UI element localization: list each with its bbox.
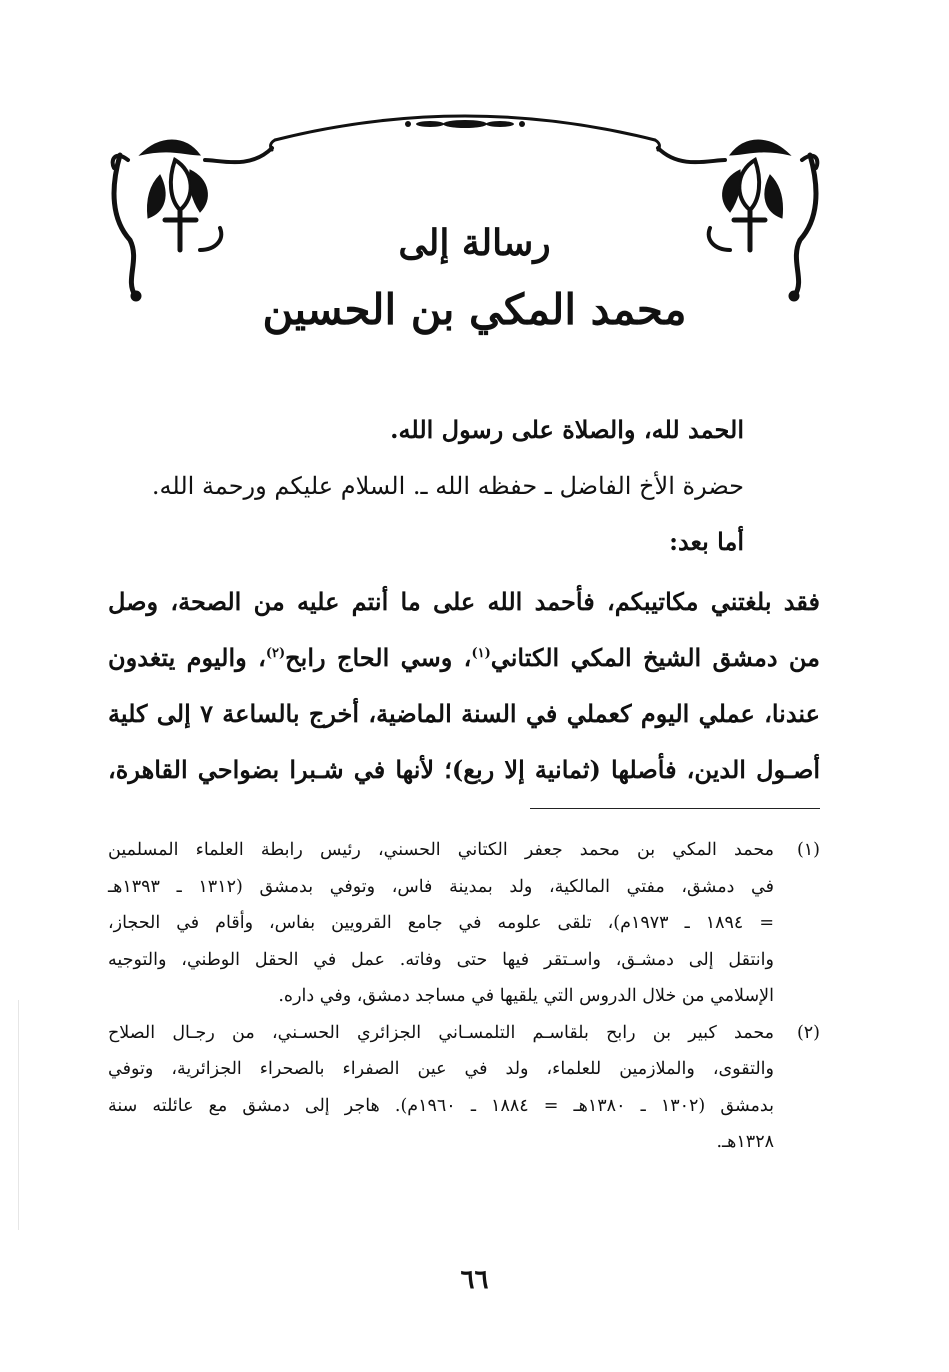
ornament-frame [100, 100, 830, 310]
paragraph-line: فقد بلغتني مكاتيبكم، فأحمد الله على ما أنتم عليه من الصحة، وصل [108, 587, 820, 616]
footnote-line: محمد المكي بن محمد جعفر الكتاني الحسني، رئيس رابطة العلماء المسلمين [108, 840, 774, 860]
letter-opening [108, 402, 820, 570]
footnote-1 [108, 832, 820, 1015]
footnote-line: بدمشق (١٣٠٢ ـ ١٣٨٠هـ = ١٨٨٤ ـ ١٩٦٠م). هاجر إلى دمشق مع عائلته سنة [108, 1095, 774, 1116]
letter-paragraph [108, 574, 820, 798]
scan-margin-mark [18, 1000, 19, 1230]
paragraph-text: ، وسي الحاج رابح [285, 643, 472, 672]
footnote-2 [108, 1015, 820, 1161]
footnote-line: وانتقل إلى دمشـق، واسـتقر فيها حتى وفاته. عمل في الحقل الوطني، والتوجيه [108, 949, 774, 970]
footnote-ref-2[interactable]: (٢) [265, 646, 286, 661]
amma-baad-line: أما بعد: [669, 527, 744, 556]
greeting-line: حضرة الأخ الفاضل ـ حفظه الله ـ. السلام عليكم ورحمة الله. [151, 472, 744, 500]
footnote-line: = ١٨٩٤ ـ ١٩٧٣م)، تلقى علومه في جامع القرويين بفاس، وأقام في الحجاز، [108, 913, 774, 933]
title-line-1: رسالة إلى [398, 222, 551, 264]
footnote-line: والتقوى، والملازمين للعلماء، ولد في عين الصفراء بالصحراء الجزائرية، وتوفي [108, 1059, 774, 1079]
title-line-2: محمد المكي بن الحسين [262, 285, 687, 334]
footnote-line: الإسلامي من خلال الدروس التي يلقيها في مساجد دمشق، وفي داره. [278, 986, 774, 1006]
ornament-top-flourish [405, 120, 525, 128]
footnote-separator [530, 808, 820, 809]
footnotes [108, 832, 820, 1161]
footnote-line: محمد كبير بن رابح بلقاسـم التلمسـاني الجزائري الحسـني، من رجـال الصلاح [108, 1022, 774, 1043]
footnote-number: (٢) [796, 1022, 820, 1043]
paragraph-line: أصـول الدين، فأصلها (ثمانية إلا ربع)؛ لأنها في شـبرا بضواحي القاهرة، [108, 755, 820, 784]
opening-praise-line: الحمد لله، والصلاة على رسول الله. [390, 415, 744, 444]
paragraph-text: من دمشق الشيخ المكي الكتاني [490, 643, 821, 672]
paragraph-line: عندنا، عملي اليوم كعملي في السنة الماضية، أخرج بالساعة ٧ إلى كلية [108, 699, 820, 728]
paragraph-line [108, 630, 820, 686]
footnote-ref-1[interactable]: (١) [471, 646, 491, 661]
footnote-line: ١٣٢٨هـ. [716, 1132, 774, 1152]
paragraph-text: ، واليوم يتغدون [108, 643, 266, 672]
footnote-number: (١) [796, 840, 820, 860]
footnote-line: في دمشق، مفتي المالكية، ولد بمدينة فاس، وتوفي بدمشق (١٣١٢ ـ ١٣٩٣هـ [108, 876, 774, 897]
page-number: ٦٦ [460, 1265, 489, 1295]
